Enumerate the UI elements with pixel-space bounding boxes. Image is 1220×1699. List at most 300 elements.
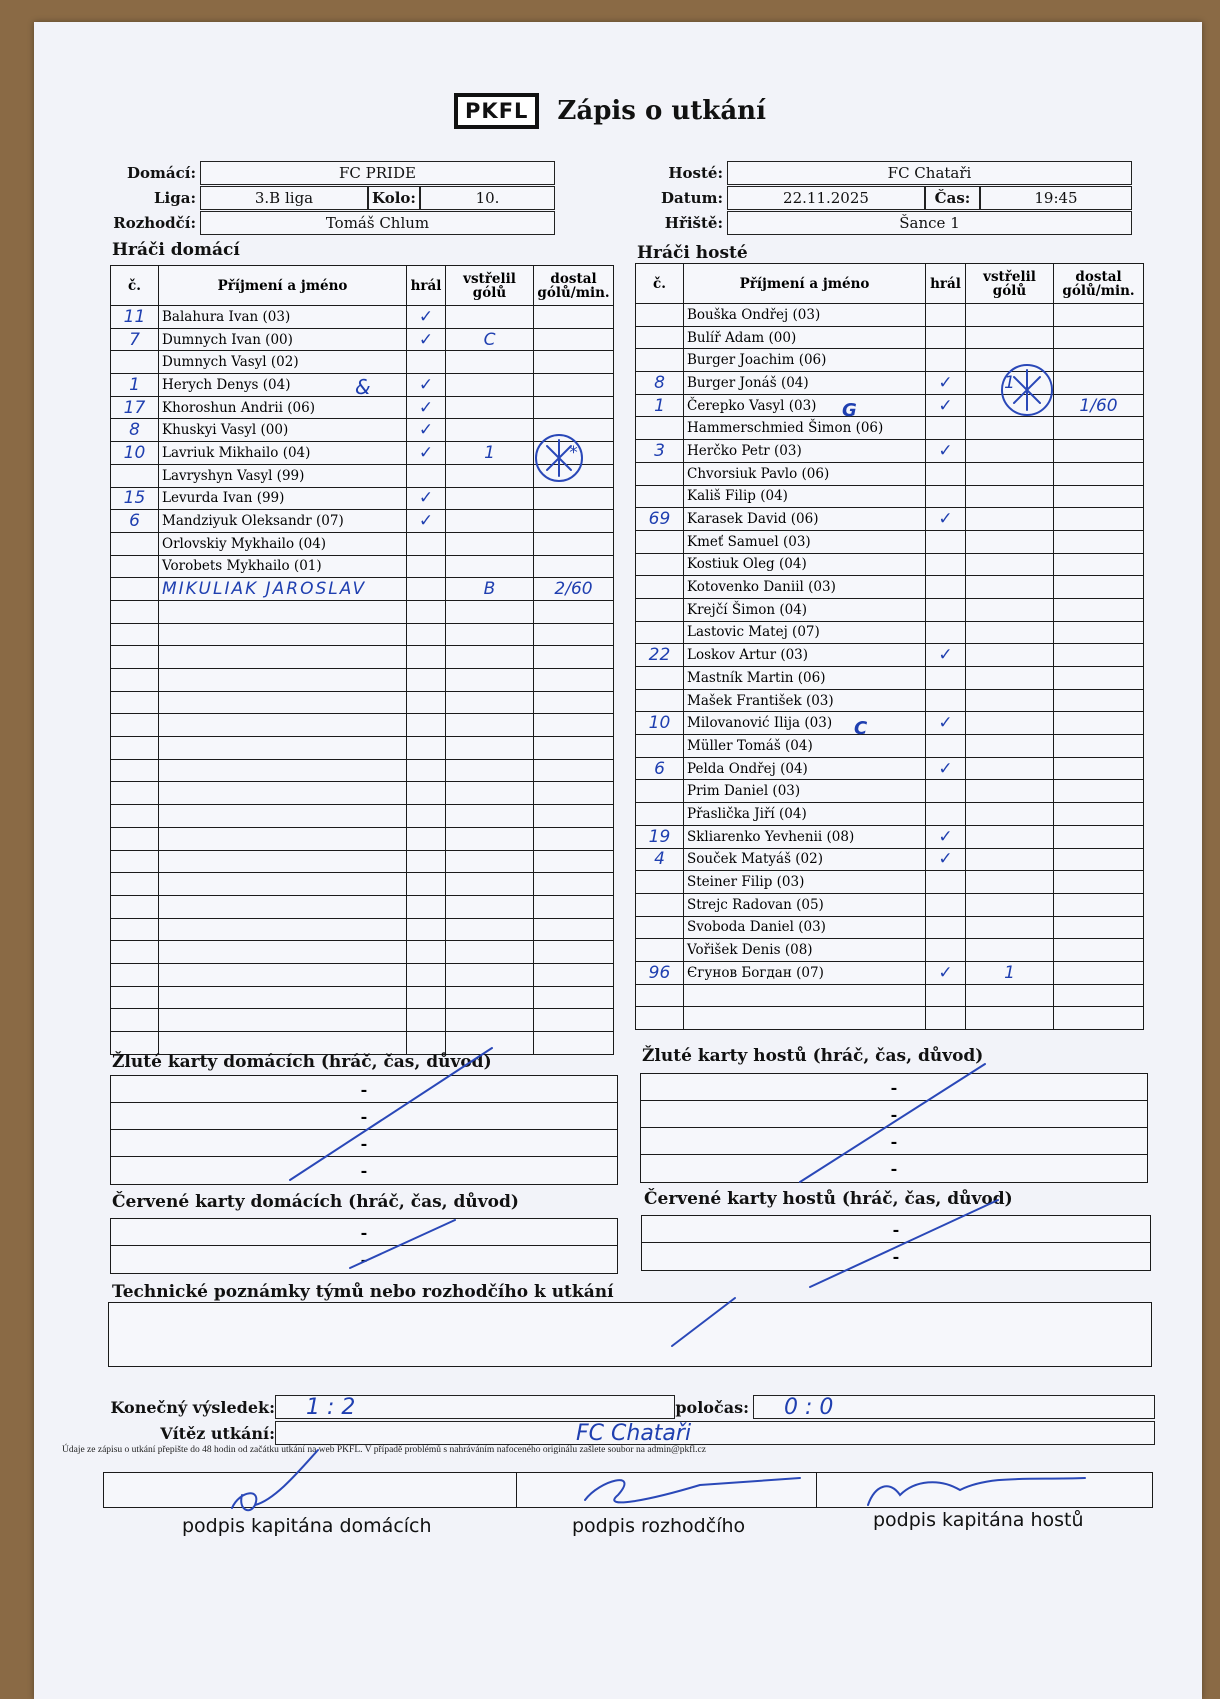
table-row [111, 510, 614, 533]
goals-conceded [1054, 326, 1144, 349]
table-row [111, 646, 614, 669]
home-captain-signature-label: podpis kapitána domácích [182, 1515, 432, 1537]
player-number: 15 [111, 487, 159, 510]
table-row [111, 827, 614, 850]
played-mark [926, 893, 966, 916]
goals-conceded [1054, 735, 1144, 758]
table-row [111, 895, 614, 918]
round-label: Kolo: [368, 186, 420, 210]
player-number [636, 417, 684, 440]
player-number [636, 939, 684, 962]
player-number: 4 [636, 848, 684, 871]
goals-scored [966, 871, 1054, 894]
player-name: Chvorsiuk Pavlo (06) [684, 462, 926, 485]
away-team-field: FC Chataři [727, 161, 1132, 185]
played-mark [407, 464, 446, 487]
played-mark [926, 780, 966, 803]
player-name [159, 805, 407, 828]
goals-scored [446, 759, 534, 782]
goals-scored [446, 396, 534, 419]
player-number [636, 576, 684, 599]
table-row [111, 396, 614, 419]
card-row: - [641, 1128, 1147, 1155]
goals-conceded [534, 532, 614, 555]
played-mark: ✓ [926, 440, 966, 463]
table-row [111, 941, 614, 964]
goals-scored [446, 532, 534, 555]
played-mark: ✓ [926, 644, 966, 667]
goals-scored [966, 893, 1054, 916]
player-name: Krejčí Šimon (04) [684, 598, 926, 621]
table-row [636, 893, 1144, 916]
goals-conceded [534, 895, 614, 918]
player-name [159, 941, 407, 964]
player-number: 1 [636, 394, 684, 417]
goals-conceded [534, 600, 614, 623]
player-name [159, 691, 407, 714]
goals-conceded [1054, 349, 1144, 372]
goals-scored [446, 351, 534, 374]
player-number [111, 918, 159, 941]
player-number [111, 532, 159, 555]
player-number [111, 623, 159, 646]
goals-scored [966, 1007, 1054, 1030]
played-mark [407, 532, 446, 555]
away-players-title: Hráči hosté [637, 243, 748, 263]
player-name [684, 984, 926, 1007]
played-mark [926, 871, 966, 894]
red-home-title: Červené karty domácích (hráč, čas, důvod) [112, 1192, 519, 1212]
player-number [636, 735, 684, 758]
goals-scored [446, 805, 534, 828]
table-row [636, 735, 1144, 758]
goals-scored: C [446, 328, 534, 351]
player-number: 8 [111, 419, 159, 442]
goals-scored [966, 349, 1054, 372]
played-mark [926, 621, 966, 644]
goals-scored [446, 895, 534, 918]
goals-scored [446, 1009, 534, 1032]
player-number [636, 349, 684, 372]
played-mark [926, 916, 966, 939]
played-mark [926, 349, 966, 372]
goals-conceded [1054, 712, 1144, 735]
goals-conceded [1054, 848, 1144, 871]
player-number [111, 941, 159, 964]
player-name [159, 669, 407, 692]
player-number [111, 646, 159, 669]
final-result-row [105, 1395, 1155, 1419]
goals-conceded [1054, 916, 1144, 939]
goals-scored [446, 669, 534, 692]
goals-conceded [1054, 304, 1144, 327]
goals-scored [966, 667, 1054, 690]
played-mark [407, 555, 446, 578]
home-team-field: FC PRIDE [200, 161, 555, 185]
goals-conceded [1054, 508, 1144, 531]
player-name: Kmeť Samuel (03) [684, 530, 926, 553]
goals-scored [966, 689, 1054, 712]
player-number: 6 [111, 510, 159, 533]
played-mark [407, 737, 446, 760]
goals-scored [966, 394, 1054, 417]
played-mark [407, 669, 446, 692]
played-mark [926, 735, 966, 758]
player-number [636, 621, 684, 644]
goals-conceded [1054, 598, 1144, 621]
table-row [636, 553, 1144, 576]
table-row [636, 485, 1144, 508]
table-row [111, 805, 614, 828]
goals-conceded [1054, 984, 1144, 1007]
away-roster-header [636, 264, 1144, 304]
yellow-home-title: Žluté karty domácích (hráč, čas, důvod) [112, 1052, 492, 1072]
table-row [636, 780, 1144, 803]
goals-scored: 1 [966, 961, 1054, 984]
col-num: č. [111, 266, 159, 306]
player-name: Kališ Filip (04) [684, 485, 926, 508]
player-number [636, 1007, 684, 1030]
goals-conceded [534, 759, 614, 782]
signature-box [103, 1472, 1153, 1508]
player-number [636, 530, 684, 553]
pitch-field: Šance 1 [727, 211, 1132, 235]
player-name: Balahura Ivan (03) [159, 306, 407, 329]
player-number [111, 669, 159, 692]
played-mark: ✓ [926, 712, 966, 735]
goals-conceded [1054, 621, 1144, 644]
table-row [636, 326, 1144, 349]
goals-scored [966, 598, 1054, 621]
player-name: Hammerschmied Šimon (06) [684, 417, 926, 440]
table-row [636, 417, 1144, 440]
goals-scored [446, 827, 534, 850]
goals-conceded [1054, 893, 1144, 916]
card-row: - [641, 1074, 1147, 1101]
card-row: - [111, 1219, 617, 1246]
table-row [111, 600, 614, 623]
table-row [636, 304, 1144, 327]
goals-scored [966, 735, 1054, 758]
goals-scored [966, 916, 1054, 939]
goals-scored [966, 939, 1054, 962]
player-number [636, 485, 684, 508]
played-mark [407, 759, 446, 782]
home-captain-signature [104, 1473, 517, 1507]
goals-scored [446, 1032, 534, 1055]
player-name [159, 714, 407, 737]
goals-conceded [1054, 689, 1144, 712]
goals-scored [966, 825, 1054, 848]
played-mark [407, 850, 446, 873]
player-number [111, 691, 159, 714]
goals-scored [446, 464, 534, 487]
away-roster-table [635, 263, 1144, 1030]
player-number [636, 780, 684, 803]
played-mark [926, 667, 966, 690]
player-number: 11 [111, 306, 159, 329]
goals-scored [446, 714, 534, 737]
player-name: Loskov Artur (03) [684, 644, 926, 667]
player-number: 7 [111, 328, 159, 351]
goals-scored [446, 691, 534, 714]
player-name [159, 986, 407, 1009]
played-mark [926, 462, 966, 485]
goals-conceded [1054, 961, 1144, 984]
yellow-away-title: Žluté karty hostů (hráč, čas, důvod) [642, 1046, 984, 1066]
played-mark [407, 578, 446, 601]
played-mark [407, 895, 446, 918]
played-mark [926, 326, 966, 349]
table-row [636, 644, 1144, 667]
col-played: hrál [926, 264, 966, 304]
player-name: Mašek František (03) [684, 689, 926, 712]
referee-signature-label: podpis rozhodčího [572, 1515, 746, 1537]
goals-scored [446, 510, 534, 533]
col-name: Příjmení a jméno [684, 264, 926, 304]
played-mark [407, 1032, 446, 1055]
player-number [636, 893, 684, 916]
player-name: Mandziyuk Oleksandr (07) [159, 510, 407, 533]
goals-conceded [534, 1009, 614, 1032]
played-mark [407, 714, 446, 737]
goals-conceded [534, 850, 614, 873]
goals-conceded [1054, 530, 1144, 553]
card-row: - [111, 1076, 617, 1103]
card-row: - [892, 1247, 900, 1266]
table-row [636, 871, 1144, 894]
col-scored: vstřelil gólů [446, 266, 534, 306]
player-name: Čerepko Vasyl (03) [684, 394, 926, 417]
table-row [636, 825, 1144, 848]
final-result-field: 1 : 2 [275, 1395, 675, 1419]
goals-conceded [534, 827, 614, 850]
played-mark [407, 600, 446, 623]
player-number [111, 351, 159, 374]
goals-conceded [1054, 803, 1144, 826]
goals-conceded [534, 487, 614, 510]
goals-conceded [1054, 871, 1144, 894]
table-row [111, 873, 614, 896]
player-number [111, 759, 159, 782]
goals-conceded [1054, 440, 1144, 463]
goals-scored [966, 485, 1054, 508]
goals-scored [446, 737, 534, 760]
played-mark: ✓ [407, 510, 446, 533]
player-number [111, 737, 159, 760]
goals-scored [966, 984, 1054, 1007]
player-name: Bulíř Adam (00) [684, 326, 926, 349]
goals-conceded: * [534, 442, 614, 465]
goals-scored [966, 462, 1054, 485]
half-time-label: poločas: [675, 1397, 749, 1417]
goals-conceded [1054, 462, 1144, 485]
card-row: - [360, 1250, 368, 1269]
played-mark [926, 530, 966, 553]
player-name: Svoboda Daniel (03) [684, 916, 926, 939]
col-num: č. [636, 264, 684, 304]
herych-mark: & [355, 375, 371, 399]
table-row [636, 508, 1144, 531]
pkfl-logo: PKFL [454, 93, 539, 129]
player-name: Strejc Radovan (05) [684, 893, 926, 916]
goals-conceded [534, 374, 614, 397]
yellow-home-box [110, 1075, 618, 1185]
goals-scored [446, 941, 534, 964]
played-mark [926, 803, 966, 826]
table-row [111, 328, 614, 351]
col-conceded: dostal gólů/min. [534, 266, 614, 306]
goals-scored: 1 [446, 442, 534, 465]
goals-conceded [1054, 372, 1144, 395]
played-mark [926, 485, 966, 508]
played-mark [926, 1007, 966, 1030]
player-name [159, 873, 407, 896]
player-number: 10 [111, 442, 159, 465]
goals-scored [966, 780, 1054, 803]
player-number [111, 827, 159, 850]
player-number [636, 984, 684, 1007]
played-mark: ✓ [407, 487, 446, 510]
table-row [111, 714, 614, 737]
player-name: Dumnych Ivan (00) [159, 328, 407, 351]
date-field: 22.11.2025 [727, 186, 925, 210]
col-name: Příjmení a jméno [159, 266, 407, 306]
pitch-label: Hřiště: [664, 213, 723, 232]
played-mark [407, 1009, 446, 1032]
player-number [111, 600, 159, 623]
goals-conceded [534, 306, 614, 329]
card-row: - [642, 1216, 1150, 1243]
player-name: Dumnych Vasyl (02) [159, 351, 407, 374]
player-name [159, 963, 407, 986]
player-name [159, 850, 407, 873]
table-row [636, 1007, 1144, 1030]
player-number: 3 [636, 440, 684, 463]
referee-field: Tomáš Chlum [200, 211, 555, 235]
round-field: 10. [420, 186, 555, 210]
goals-scored [966, 530, 1054, 553]
player-name: Pelda Ondřej (04) [684, 757, 926, 780]
player-name [159, 827, 407, 850]
player-name [159, 918, 407, 941]
player-name: Herčko Petr (03) [684, 440, 926, 463]
player-number: 17 [111, 396, 159, 419]
goals-conceded [534, 555, 614, 578]
played-mark: ✓ [407, 328, 446, 351]
played-mark: ✓ [926, 825, 966, 848]
goals-scored [966, 621, 1054, 644]
player-number [111, 578, 159, 601]
time-field: 19:45 [980, 186, 1132, 210]
player-name: Burger Joachim (06) [684, 349, 926, 372]
referee-label: Rozhodčí: [113, 213, 196, 232]
goals-conceded [534, 737, 614, 760]
player-name: Vorobets Mykhailo (01) [159, 555, 407, 578]
table-row [111, 419, 614, 442]
played-mark [407, 351, 446, 374]
player-name: Levurda Ivan (99) [159, 487, 407, 510]
col-played: hrál [407, 266, 446, 306]
goals-conceded [1054, 485, 1144, 508]
goals-scored [966, 508, 1054, 531]
player-number [636, 553, 684, 576]
played-mark [407, 873, 446, 896]
player-number [111, 805, 159, 828]
player-number [636, 871, 684, 894]
goals-conceded [1054, 1007, 1144, 1030]
time-label: Čas: [925, 186, 980, 210]
table-row [111, 669, 614, 692]
goals-conceded [534, 941, 614, 964]
played-mark: ✓ [926, 372, 966, 395]
table-row [636, 757, 1144, 780]
player-number [111, 464, 159, 487]
table-row [111, 464, 614, 487]
goals-conceded [1054, 667, 1144, 690]
goals-conceded: 1/60 [1054, 394, 1144, 417]
goals-scored [446, 850, 534, 873]
final-result-label: Konečný výsledek: [110, 1397, 275, 1417]
played-mark: ✓ [407, 306, 446, 329]
played-mark: ✓ [926, 394, 966, 417]
table-row [636, 667, 1144, 690]
table-row [111, 442, 614, 465]
footnote: Údaje ze zápisu o utkání přepište do 48 hodin od začátku utkání na web PKFL. V případě problémů s nahráváním nafoceného originálu zašlete soubor na admin@pkfl.cz [62, 1445, 706, 1455]
card-row: - [890, 1159, 898, 1178]
player-name: Lastovic Matej (07) [684, 621, 926, 644]
winner-row [105, 1421, 1155, 1445]
player-number [636, 916, 684, 939]
player-number [111, 782, 159, 805]
goals-conceded [1054, 576, 1144, 599]
played-mark: ✓ [407, 442, 446, 465]
winner-label: Vítěz utkání: [160, 1423, 275, 1443]
goals-conceded [1054, 644, 1144, 667]
played-mark [926, 598, 966, 621]
played-mark: ✓ [926, 508, 966, 531]
goals-conceded [534, 351, 614, 374]
red-away-box [641, 1215, 1151, 1271]
notes-title: Technické poznámky týmů nebo rozhodčího k utkání [112, 1282, 614, 1302]
player-name: Kotovenko Daniil (03) [684, 576, 926, 599]
player-number [111, 1032, 159, 1055]
played-mark: ✓ [926, 757, 966, 780]
player-name: Karasek David (06) [684, 508, 926, 531]
table-row [111, 986, 614, 1009]
played-mark: ✓ [407, 396, 446, 419]
player-name: Lavryshyn Vasyl (99) [159, 464, 407, 487]
goals-scored [966, 326, 1054, 349]
table-row [111, 691, 614, 714]
player-name [159, 759, 407, 782]
player-name: Orlovskiy Mykhailo (04) [159, 532, 407, 555]
card-row: - [111, 1103, 617, 1130]
goals-scored [446, 623, 534, 646]
played-mark [926, 689, 966, 712]
goals-scored [446, 782, 534, 805]
table-row [636, 598, 1144, 621]
goals-scored [966, 576, 1054, 599]
player-name [159, 1009, 407, 1032]
player-number [111, 850, 159, 873]
played-mark [926, 939, 966, 962]
player-name: Souček Matyáš (02) [684, 848, 926, 871]
played-mark [407, 918, 446, 941]
player-number [111, 873, 159, 896]
played-mark [407, 691, 446, 714]
played-mark [407, 805, 446, 828]
